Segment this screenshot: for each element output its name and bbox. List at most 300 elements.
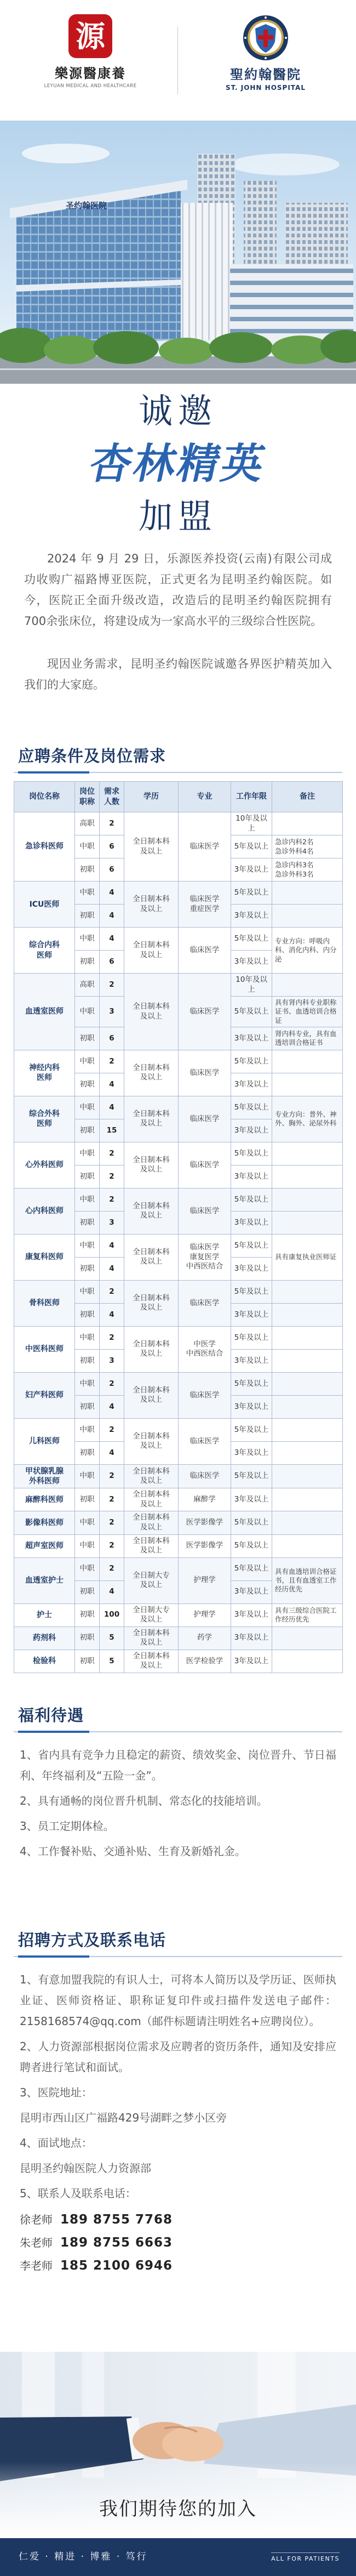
cell-education: 全日制本科 及以上 <box>124 1326 179 1372</box>
section-heading <box>14 1919 342 1957</box>
cell-level: 中职 <box>75 1511 100 1534</box>
cell-major: 临床医学 <box>179 1096 231 1142</box>
cell-education: 全日制本科 及以上 <box>124 974 179 1050</box>
cell-years: 5年及以上 <box>231 928 272 951</box>
cell-note <box>272 1188 343 1211</box>
column-header-count: 需求人数 <box>100 782 124 812</box>
table-row <box>14 1557 343 1580</box>
cell-level: 初职 <box>75 1395 100 1418</box>
cell-years: 3年及以上 <box>231 1395 272 1418</box>
cell-level: 初职 <box>75 1580 100 1603</box>
cell-major: 临床医学 <box>179 1280 231 1326</box>
cell-years: 3年及以上 <box>231 1257 272 1280</box>
cell-position-name: 超声室医师 <box>14 1534 75 1557</box>
cell-position-name: 血透室医师 <box>14 974 75 1050</box>
road-marking <box>0 368 356 370</box>
hospital-slogan: ALL FOR PATIENTS <box>271 2552 340 2562</box>
cell-count: 2 <box>100 1557 124 1580</box>
cell-years: 5年及以上 <box>231 1234 272 1257</box>
cell-years: 3年及以上 <box>231 1211 272 1234</box>
column-header-education: 学历 <box>124 782 179 812</box>
cell-years: 5年及以上 <box>231 1464 272 1488</box>
contact-address: 昆明市西山区广福路429号湖畔之梦小区旁 <box>20 2111 227 2124</box>
st-john-brand-name: 聖約翰醫院 <box>230 66 301 82</box>
cell-count: 2 <box>100 1372 124 1395</box>
cell-note <box>272 1627 343 1650</box>
cell-level: 中职 <box>75 1464 100 1488</box>
cell-level: 中职 <box>75 835 100 858</box>
cell-note <box>272 1418 343 1441</box>
cell-education: 全日制本科 及以上 <box>124 1142 179 1188</box>
cell-level: 高职 <box>75 974 100 997</box>
cell-years: 3年及以上 <box>231 1073 272 1096</box>
cell-count: 2 <box>100 1280 124 1303</box>
cell-education: 全日制本科 及以上 <box>124 1534 179 1557</box>
cell-years: 3年及以上 <box>231 1650 272 1673</box>
cell-position-name: ICU医师 <box>14 882 75 928</box>
cell-major: 临床医学 <box>179 1372 231 1418</box>
table-row <box>14 1234 343 1257</box>
building-sign: 圣约翰医院 <box>66 201 107 211</box>
cell-years: 3年及以上 <box>231 1441 272 1464</box>
cell-level: 初职 <box>75 905 100 928</box>
cell-years: 3年及以上 <box>231 1027 272 1050</box>
hospital-building-illustration <box>0 121 356 384</box>
cell-major: 临床医学 <box>179 812 231 882</box>
cell-major: 医学检验学 <box>179 1650 231 1673</box>
cell-major: 药学 <box>179 1627 231 1650</box>
cell-note: 专业方向：呼吸内科、消化内科、内分泌 <box>272 928 343 974</box>
cell-note: 具有康复执业医师证 <box>272 1234 343 1280</box>
cell-count: 2 <box>100 1418 124 1441</box>
cell-education: 全日制大专 及以上 <box>124 1557 179 1603</box>
contact-item-process: 2、人力资源部根据岗位需求及应聘者的资历条件，通知及安排应聘者进行笔试和面试。 <box>20 2040 336 2074</box>
table-row <box>14 1488 343 1511</box>
cell-level: 初职 <box>75 1119 100 1142</box>
contact-phone: 189 8755 6663 <box>60 2236 173 2250</box>
cell-major: 临床医学 <box>179 1142 231 1188</box>
contact-phone: 185 2100 6946 <box>60 2259 173 2273</box>
cell-count: 4 <box>100 1395 124 1418</box>
cell-note <box>272 1326 343 1349</box>
table-row <box>14 1464 343 1488</box>
table-row <box>14 1603 343 1627</box>
leyuan-brand <box>27 14 153 90</box>
cloud <box>22 144 110 163</box>
benefit-item: 4、工作餐补贴、交通补贴、生育及新婚礼金。 <box>20 1845 246 1858</box>
cell-position-name: 康复科医师 <box>14 1234 75 1280</box>
cell-major: 临床医学 <box>179 1050 231 1096</box>
white-wing-building <box>181 203 233 340</box>
cell-note: 肾内科专业，具有血透培训合格证书 <box>272 1027 343 1050</box>
cell-position-name: 麻醉科医师 <box>14 1488 75 1511</box>
section-heading <box>14 1694 342 1732</box>
cell-count: 4 <box>100 905 124 928</box>
table-row <box>14 1142 343 1165</box>
column-header-major: 专业 <box>179 782 231 812</box>
cell-major: 医学影像学 <box>179 1534 231 1557</box>
table-row <box>14 1650 343 1673</box>
cell-level: 中职 <box>75 1326 100 1349</box>
table-row <box>14 1511 343 1534</box>
cell-note <box>272 1534 343 1557</box>
title-line-elite-wrap <box>0 435 356 492</box>
column-header-level: 岗位职称 <box>75 782 100 812</box>
cell-position-name: 血透室护士 <box>14 1557 75 1603</box>
cell-years: 5年及以上 <box>231 1280 272 1303</box>
cell-level: 初职 <box>75 1257 100 1280</box>
cell-education: 全日制本科 及以上 <box>124 1650 179 1673</box>
cell-major: 护理学 <box>179 1557 231 1603</box>
cell-count: 4 <box>100 1580 124 1603</box>
cell-count: 6 <box>100 1027 124 1050</box>
table-row <box>14 1050 343 1073</box>
cell-note <box>272 1280 343 1303</box>
cell-count: 4 <box>100 1303 124 1326</box>
cell-education: 全日制本科 及以上 <box>124 1627 179 1650</box>
contact-address-label: 3、医院地址： <box>20 2086 93 2099</box>
closing-message: 我们期待您的加入 <box>99 2498 257 2520</box>
cell-position-name: 妇产科医师 <box>14 1372 75 1418</box>
cell-years: 5年及以上 <box>231 1372 272 1395</box>
cell-note <box>272 1511 343 1534</box>
cell-level: 初职 <box>75 1027 100 1050</box>
cell-count: 2 <box>100 1488 124 1511</box>
cell-education: 全日制本科 及以上 <box>124 1372 179 1418</box>
cell-years: 3年及以上 <box>231 1627 272 1650</box>
cell-level: 初职 <box>75 1441 100 1464</box>
cell-level: 中职 <box>75 1188 100 1211</box>
column-header-note: 备注 <box>272 782 343 812</box>
intro-paragraph-1: 2024 年 9 月 29 日，乐源医养投资(云南)有限公司成功收购广福路博亚医院，正式更名为昆明圣约翰医院。如今，医院正全面升级改造，改造后的昆明圣约翰医院拥有700余张床位，将建设成为一家高水平的三级综合性医院。 <box>24 552 332 628</box>
cell-count: 2 <box>100 974 124 997</box>
cell-count: 2 <box>100 1464 124 1488</box>
contact-person-name: 李老师 <box>20 2259 53 2272</box>
cell-level: 初职 <box>75 1211 100 1234</box>
cell-education: 全日制本科 及以上 <box>124 928 179 974</box>
cell-count: 5 <box>100 1650 124 1673</box>
cell-education: 全日制本科 及以上 <box>124 1096 179 1142</box>
table-body <box>14 812 343 1673</box>
cell-years: 5年及以上 <box>231 1418 272 1441</box>
cell-count: 2 <box>100 1188 124 1211</box>
positions-table-container <box>14 781 342 1673</box>
cell-years: 10年及以上 <box>231 974 272 997</box>
contact-people-label: 5、联系人及联系电话： <box>20 2187 136 2200</box>
cell-note: 具有血透培训合格证书，且有血透室工作经历优先 <box>272 1557 343 1603</box>
cell-level: 中职 <box>75 1534 100 1557</box>
cell-years: 3年及以上 <box>231 1603 272 1627</box>
table-row <box>14 882 343 905</box>
cell-years: 5年及以上 <box>231 1096 272 1119</box>
leyuan-brand-name: 樂源醫康養 <box>55 65 126 81</box>
cell-years: 5年及以上 <box>231 1511 272 1534</box>
positions-heading: 应聘条件及岗位需求 <box>18 747 166 765</box>
cell-count: 6 <box>100 858 124 882</box>
poster-title <box>0 384 356 543</box>
cell-note <box>272 1464 343 1488</box>
poster-header <box>0 0 356 121</box>
cell-major: 中医学 中西医结合 <box>179 1326 231 1372</box>
table-row <box>14 928 343 951</box>
cell-count: 2 <box>100 1511 124 1534</box>
cell-count: 5 <box>100 1627 124 1650</box>
cell-note <box>272 1441 343 1464</box>
cell-note: 具有肾内科专业职称证书、血透培训合格证 <box>272 997 343 1027</box>
contact-person <box>20 2254 336 2277</box>
cell-years: 3年及以上 <box>231 1580 272 1603</box>
cell-note <box>272 1050 343 1073</box>
cell-count: 3 <box>100 997 124 1027</box>
table-row <box>14 1534 343 1557</box>
cell-level: 初职 <box>75 951 100 974</box>
cell-years: 3年及以上 <box>231 951 272 974</box>
cell-count: 4 <box>100 1257 124 1280</box>
cell-note: 急诊内科2名 急诊外科4名 <box>272 835 343 858</box>
cell-years: 3年及以上 <box>231 858 272 882</box>
contact-person <box>20 2208 336 2231</box>
cell-years: 3年及以上 <box>231 905 272 928</box>
cell-education: 全日制本科 及以上 <box>124 882 179 928</box>
cell-education: 全日制本科 及以上 <box>124 1488 179 1511</box>
heading-underline <box>18 1955 89 1958</box>
contact-person-name: 朱老师 <box>20 2236 53 2249</box>
cell-level: 初职 <box>75 858 100 882</box>
podium-building <box>230 264 353 341</box>
cell-level: 初职 <box>75 1349 100 1372</box>
table-row <box>14 1418 343 1441</box>
brand-divider <box>177 26 178 94</box>
cell-years: 5年及以上 <box>231 835 272 858</box>
cell-years: 3年及以上 <box>231 1349 272 1372</box>
cell-years: 3年及以上 <box>231 1165 272 1188</box>
positions-table <box>14 781 343 1673</box>
title-line-join: 加盟 <box>138 496 217 536</box>
cell-education: 全日制本科 及以上 <box>124 812 179 882</box>
contact-person <box>20 2231 336 2254</box>
table-row <box>14 974 343 997</box>
cell-years: 3年及以上 <box>231 1119 272 1142</box>
cell-position-name: 中医科医师 <box>14 1326 75 1372</box>
cell-major: 临床医学 重症医学 <box>179 882 231 928</box>
cell-level: 初职 <box>75 1303 100 1326</box>
cell-major: 临床医学 <box>179 1418 231 1464</box>
emblem-dot <box>244 37 246 39</box>
column-header-years: 工作年限 <box>231 782 272 812</box>
contact-heading: 招聘方式及联系电话 <box>18 1931 166 1949</box>
cell-count: 2 <box>100 1050 124 1073</box>
cell-count: 2 <box>100 812 124 835</box>
cell-years: 5年及以上 <box>231 1188 272 1211</box>
hospital-motto: 仁爱 · 精进 · 博雅 · 笃行 <box>19 2551 148 2562</box>
cell-position-name: 护士 <box>14 1603 75 1627</box>
cell-count: 2 <box>100 1534 124 1557</box>
column-header-position: 岗位名称 <box>14 782 75 812</box>
table-row <box>14 1188 343 1211</box>
st-john-brand <box>203 14 329 92</box>
intro-section <box>0 543 356 735</box>
cell-level: 中职 <box>75 1142 100 1165</box>
cell-level: 中职 <box>75 1418 100 1441</box>
cell-level: 高职 <box>75 812 100 835</box>
cell-major: 临床医学 <box>179 928 231 974</box>
cell-note <box>272 1142 343 1165</box>
cell-note <box>272 905 343 928</box>
cell-position-name: 心外科医师 <box>14 1142 75 1188</box>
cell-note: 急诊内科3名 急诊外科3名 <box>272 858 343 882</box>
cell-education: 全日制大专 及以上 <box>124 1603 179 1627</box>
cell-note <box>272 1073 343 1096</box>
table-row <box>14 1627 343 1650</box>
hand <box>162 2426 223 2461</box>
cell-note <box>272 1349 343 1372</box>
cell-level: 中职 <box>75 1234 100 1257</box>
title-line-invite: 诚邀 <box>138 391 217 431</box>
contact-interview-location: 昆明圣约翰医院人力资源部 <box>20 2162 151 2175</box>
cell-major: 临床医学 <box>179 1464 231 1488</box>
table-row <box>14 1280 343 1303</box>
tree <box>44 335 99 364</box>
cell-major: 护理学 <box>179 1603 231 1627</box>
closing-section <box>0 2352 356 2538</box>
cell-education: 全日制本科 及以上 <box>124 1511 179 1534</box>
cell-education: 全日制本科 及以上 <box>124 1418 179 1464</box>
cell-count: 15 <box>100 1119 124 1142</box>
hospital-building-image <box>0 121 356 384</box>
contact-list <box>0 1957 356 2277</box>
cell-years: 3年及以上 <box>231 1303 272 1326</box>
title-line-elite: 杏林精英 <box>85 439 271 488</box>
cell-years: 5年及以上 <box>231 882 272 905</box>
cell-level: 初职 <box>75 1650 100 1673</box>
benefit-item: 1、省内具有竞争力且稳定的薪资、绩效奖金、岗位晋升、节日福利、年终福利及“五险一金”。 <box>20 1748 336 1782</box>
cell-note <box>272 882 343 905</box>
cell-note <box>272 1303 343 1326</box>
cell-level: 中职 <box>75 882 100 905</box>
leyuan-logo: 源 <box>68 14 112 58</box>
cell-major: 临床医学 康复医学 中西医结合 <box>179 1234 231 1280</box>
cell-level: 中职 <box>75 1372 100 1395</box>
cell-count: 4 <box>100 1234 124 1257</box>
cell-years: 5年及以上 <box>231 1326 272 1349</box>
cell-count: 100 <box>100 1603 124 1627</box>
cell-note <box>272 1395 343 1418</box>
cell-count: 4 <box>100 928 124 951</box>
table-header-row <box>14 782 343 812</box>
cell-position-name: 药剂科 <box>14 1627 75 1650</box>
contact-item-email: 1、有意加盟我院的有识人士，可将本人简历以及学历证、医师执业证、医师资格证、职称证复印件或扫描件发送电子邮件：2158168574@qq.com（邮件标题请注明姓名+应聘岗位）。 <box>20 1973 336 2028</box>
cell-note: 具有三级综合医院工作经历优先 <box>272 1603 343 1627</box>
cell-count: 2 <box>100 1326 124 1349</box>
cell-note <box>272 974 343 997</box>
cell-education: 全日制本科 及以上 <box>124 1188 179 1234</box>
cell-level: 中职 <box>75 928 100 951</box>
emblem-dot <box>285 37 287 39</box>
cell-education: 全日制本科 及以上 <box>124 1050 179 1096</box>
cell-note <box>272 1650 343 1673</box>
cell-count: 2 <box>100 1142 124 1165</box>
cell-count: 6 <box>100 951 124 974</box>
positions-heading-section <box>0 735 356 776</box>
heading-underline <box>18 771 89 774</box>
cell-level: 初职 <box>75 1603 100 1627</box>
cell-years: 5年及以上 <box>231 1142 272 1165</box>
cell-count: 4 <box>100 1073 124 1096</box>
cell-years: 5年及以上 <box>231 997 272 1027</box>
cell-level: 中职 <box>75 1096 100 1119</box>
cell-note <box>272 1488 343 1511</box>
cell-position-name: 检验科 <box>14 1650 75 1673</box>
cell-major: 临床医学 <box>179 1188 231 1234</box>
table-row <box>14 1372 343 1395</box>
st-john-emblem-icon <box>242 14 289 61</box>
cell-education: 全日制本科 及以上 <box>124 1280 179 1326</box>
benefit-item: 2、具有通畅的岗位晋升机制、常态化的技能培训。 <box>20 1794 268 1807</box>
cell-note <box>272 1372 343 1395</box>
st-john-brand-subtitle: ST. JOHN HOSPITAL <box>225 84 306 92</box>
cell-years: 5年及以上 <box>231 1557 272 1580</box>
cell-education: 全日制本科 及以上 <box>124 1234 179 1280</box>
cell-education: 全日制本科 及以上 <box>124 1464 179 1488</box>
cell-years: 10年及以上 <box>231 812 272 835</box>
emblem-dot <box>265 57 267 59</box>
contact-person-name: 徐老师 <box>20 2213 53 2226</box>
section-heading <box>14 735 342 773</box>
cell-note <box>272 1165 343 1188</box>
benefit-item: 3、员工定期体检。 <box>20 1819 114 1833</box>
cell-level: 中职 <box>75 1050 100 1073</box>
contact-phone: 189 8755 7768 <box>60 2213 173 2227</box>
table-header <box>14 782 343 812</box>
cell-count: 4 <box>100 1441 124 1464</box>
cell-level: 初职 <box>75 1165 100 1188</box>
cell-count: 4 <box>100 882 124 905</box>
tree <box>159 338 214 364</box>
table-row <box>14 812 343 835</box>
intro-paragraph-2: 现因业务需求，昆明圣约翰医院诚邀各界医护精英加入我们的大家庭。 <box>24 657 332 691</box>
cell-count: 6 <box>100 835 124 858</box>
cell-major: 医学影像学 <box>179 1511 231 1534</box>
cell-years: 5年及以上 <box>231 1534 272 1557</box>
cell-position-name: 神经内科 医师 <box>14 1050 75 1096</box>
cell-count: 4 <box>100 1096 124 1119</box>
cell-level: 初职 <box>75 1488 100 1511</box>
cell-note <box>272 1211 343 1234</box>
cell-position-name: 心内科医师 <box>14 1188 75 1234</box>
cell-position-name: 儿科医师 <box>14 1418 75 1464</box>
table-row <box>14 1096 343 1119</box>
cell-years: 5年及以上 <box>231 1050 272 1073</box>
poster-footer <box>0 2538 356 2576</box>
cell-level: 中职 <box>75 997 100 1027</box>
emblem-dot <box>265 16 267 19</box>
cell-count: 3 <box>100 1211 124 1234</box>
cell-note <box>272 812 343 835</box>
leyuan-brand-subtitle: LEYUAN MEDICAL AND HEALTHCARE <box>44 83 137 89</box>
cell-level: 中职 <box>75 1557 100 1580</box>
benefits-heading: 福利待遇 <box>18 1706 84 1725</box>
cell-count: 2 <box>100 1165 124 1188</box>
cell-years: 3年及以上 <box>231 1488 272 1511</box>
emblem-cross-horizontal <box>258 35 273 39</box>
tree <box>209 332 273 363</box>
benefits-section <box>0 1694 356 1913</box>
cell-position-name: 骨科医师 <box>14 1280 75 1326</box>
table-row <box>14 1326 343 1349</box>
cloud <box>230 153 340 175</box>
benefits-list <box>0 1732 356 1862</box>
cell-major: 麻醉学 <box>179 1488 231 1511</box>
